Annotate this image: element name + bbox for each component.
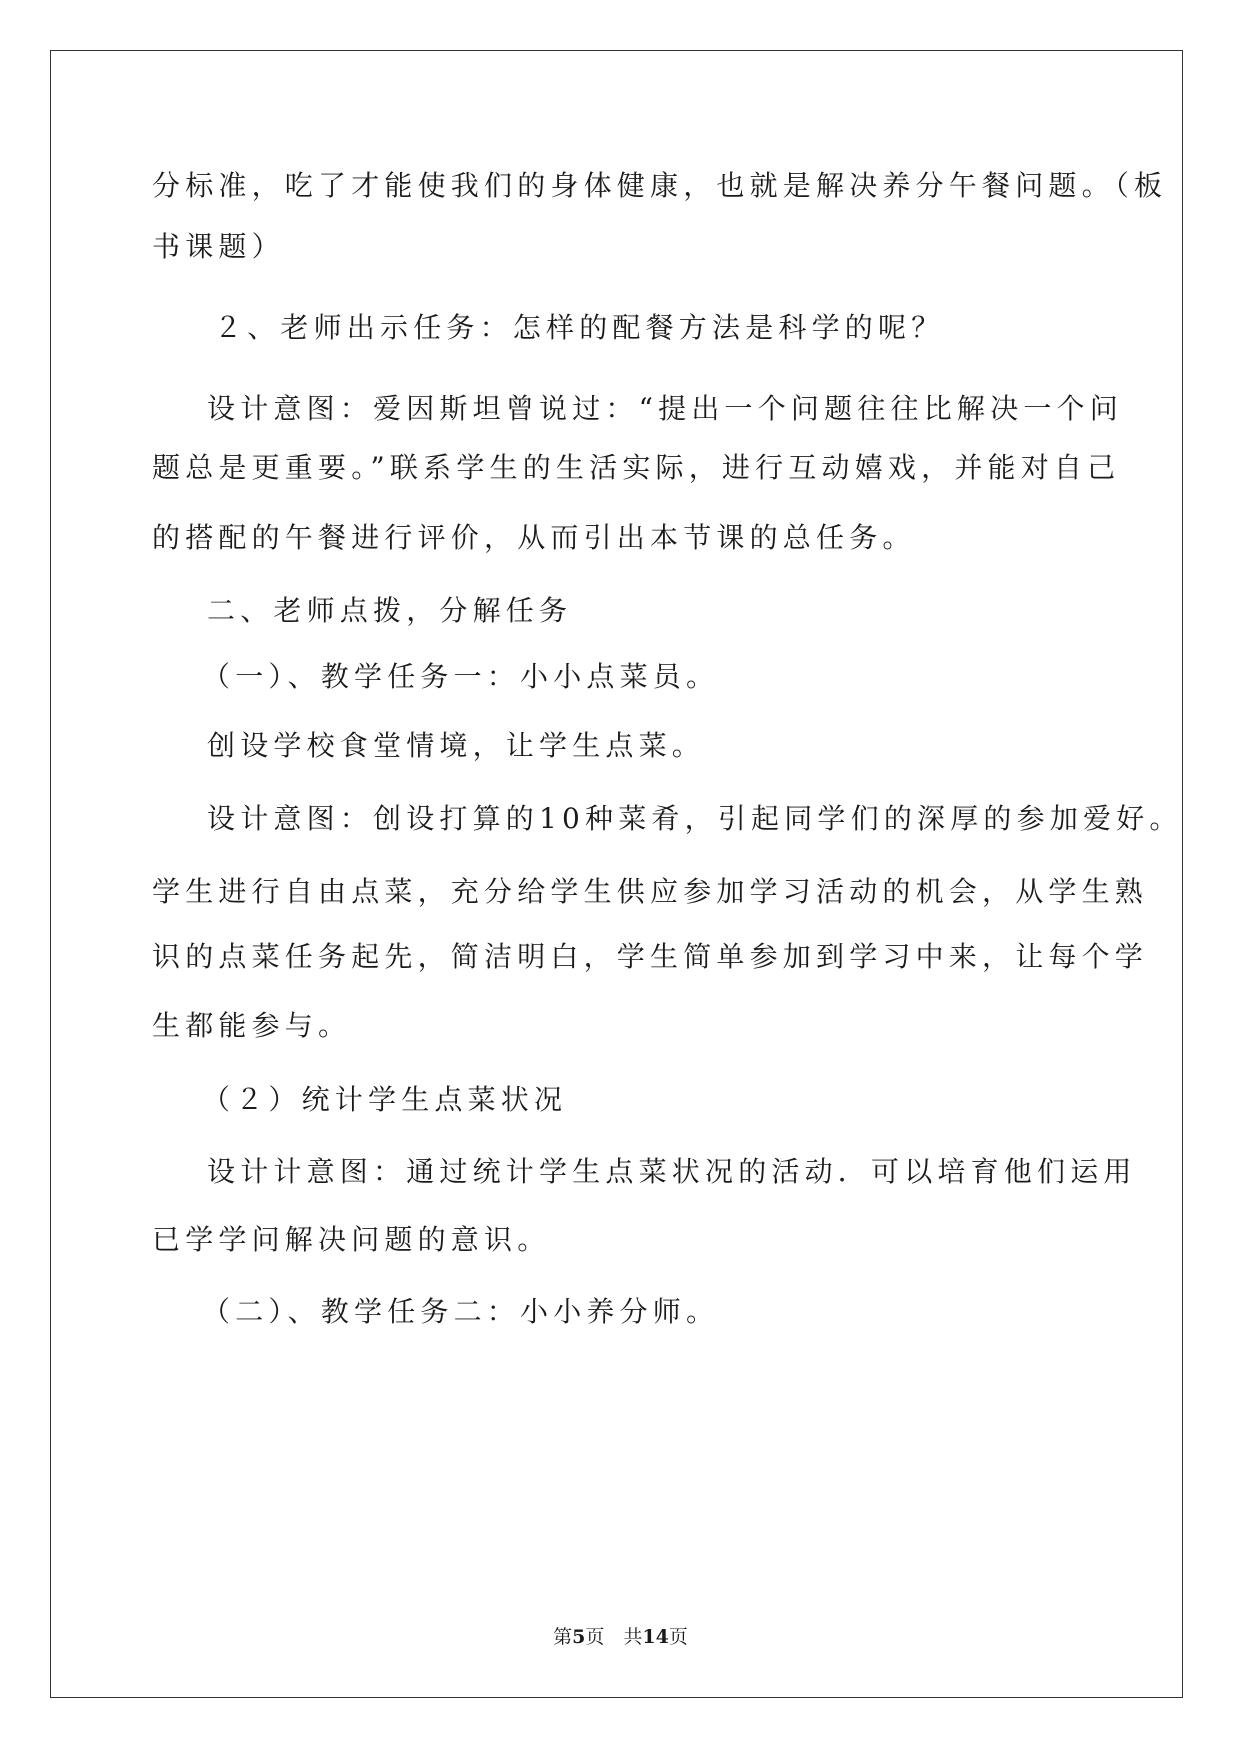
text-line: 设计意图：爱因斯坦曾说过：“提出一个问题往往比解决一个问 [207, 392, 1123, 425]
subsection-heading: （一）、教学任务一：小小点菜员。 [202, 660, 720, 693]
text-line: 创设学校食堂情境，让学生点菜。 [207, 729, 706, 762]
text-line: 的搭配的午餐进行评价，从而引出本节课的总任务。 [152, 521, 916, 554]
text-line: 分标准，吃了才能使我们的身体健康，也就是解决养分午餐问题。（板 [152, 169, 1168, 202]
footer-mid: 页 共 [585, 1626, 643, 1648]
current-page-number: 5 [572, 1626, 586, 1648]
text-line: 生都能参与。 [152, 1009, 352, 1042]
footer-prefix: 第 [553, 1626, 573, 1648]
section-heading: 二、老师点拨，分解任务 [207, 594, 573, 627]
text-line: ２、老师出示任务：怎样的配餐方法是科学的呢？ [214, 311, 945, 344]
text-line: 题总是更重要。”联系学生的生活实际，进行互动嬉戏，并能对自己 [152, 451, 1121, 484]
total-page-count: 14 [642, 1626, 669, 1648]
text-line: 设计意图：创设打算的10种菜肴，引起同学们的深厚的参加爱好。 [207, 802, 1183, 835]
page-footer [0, 1624, 1241, 1650]
text-line: 已学学问解决问题的意识。 [152, 1223, 551, 1256]
text-line: 设计计意图：通过统计学生点菜状况的活动．可以培育他们运用 [207, 1155, 1137, 1188]
text-line: 学生进行自由点菜，充分给学生供应参加学习活动的机会，从学生熟 [152, 875, 1149, 908]
subsection-heading: （２）统计学生点菜状况 [202, 1083, 568, 1116]
footer-suffix: 页 [668, 1626, 688, 1648]
text-line: 书课题） [152, 230, 285, 263]
subsection-heading: （二）、教学任务二：小小养分师。 [202, 1295, 720, 1328]
text-line: 识的点菜任务起先，简洁明白，学生简单参加到学习中来，让每个学 [152, 940, 1149, 973]
